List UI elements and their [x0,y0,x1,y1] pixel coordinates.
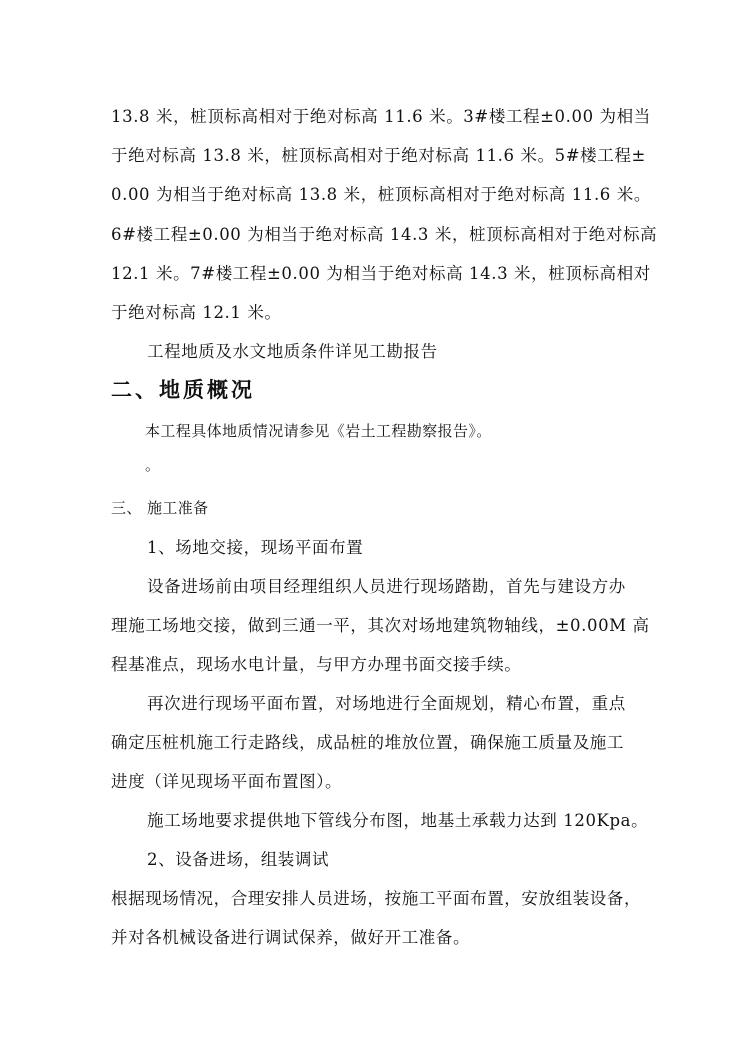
paragraph1-line-4: 6#楼工程±0.00 为相当于绝对标高 14.3 米，桩顶标高相对于绝对标高 [111,225,658,244]
subsection1-title: 1、场地交接，现场平面布置 [147,538,364,557]
subsection1-para1-line-3: 程基准点，现场水电计量，与甲方办理书面交接手续。 [111,655,522,674]
paragraph1-line-5: 12.1 米。7#楼工程±0.00 为相当于绝对标高 14.3 米，桩顶标高相对 [111,264,651,283]
paragraph1-line-3: 0.00 为相当于绝对标高 13.8 米，桩顶标高相对于绝对标高 11.6 米。 [111,185,651,204]
subsection1-para1-line-2: 理施工场地交接，做到三通一平，其次对场地建筑物轴线，±0.00M 高 [111,616,650,635]
subsection1-para1-line-1: 设备进场前由项目经理组织人员进行现场踏勘，首先与建设方办 [147,577,626,596]
subsection2-para-line-2: 并对各机械设备进行调试保养，做好开工准备。 [111,928,471,947]
survey-note: 工程地质及水文地质条件详见工勘报告 [147,342,438,361]
section2-body: 本工程具体地质情况请参见《岩土工程勘察报告》。 [145,422,492,440]
subsection2-para-line-1: 根据现场情况，合理安排人员进场，按施工平面布置，安放组装设备， [111,889,642,908]
subsection1-para2-line-3: 进度（详见现场平面布置图）。 [111,772,343,791]
paragraph1-line-2: 于绝对标高 13.8 米，桩顶标高相对于绝对标高 11.6 米。5#楼工程± [111,146,646,165]
subsection1-para2-line-2: 确定压桩机施工行走路线，成品桩的堆放位置，确保施工质量及施工 [111,733,624,752]
paragraph1-line-1: 13.8 米，桩顶标高相对于绝对标高 11.6 米。3#楼工程±0.00 为相当 [111,107,651,126]
paragraph1-line-6: 于绝对标高 12.1 米。 [111,303,282,322]
section2-dot: 。 [145,456,161,474]
subsection1-para3: 施工场地要求提供地下管线分布图，地基土承载力达到 120Kpa。 [147,811,649,830]
subsection2-title: 2、设备进场，组装调试 [147,850,330,869]
subsection1-para2-line-1: 再次进行现场平面布置，对场地进行全面规划，精心布置，重点 [147,694,626,713]
section3-heading: 三、 施工准备 [111,499,209,517]
section2-heading: 二、地质概况 [111,378,255,402]
